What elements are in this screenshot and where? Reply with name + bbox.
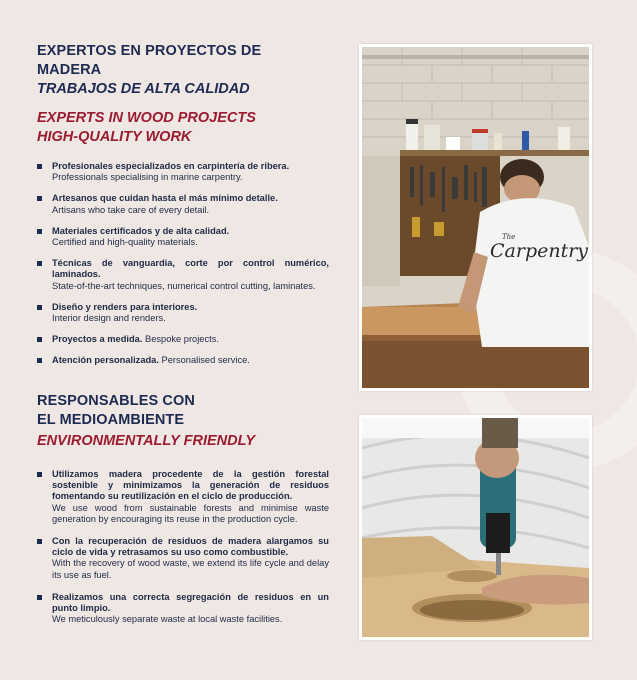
title-en: EXPERTS IN WOOD PROJECTS [37, 110, 256, 126]
shirt-small-text: The [502, 233, 516, 241]
photo-drilling-board [359, 415, 592, 640]
env-title-line2: EL MEDIOAMBIENTE [37, 412, 185, 428]
env-title-line1: RESPONSABLES CON [37, 393, 195, 409]
list-item: Atención personalizada. Personalised service. [37, 355, 329, 366]
shirt-logo-text: Carpentry [490, 240, 589, 262]
env-title-en: ENVIRONMENTALLY FRIENDLY [37, 433, 256, 449]
list-item: Utilizamos madera procedente de la gestión forestal sostenible y minimizamos la generación de residuos fomentando su reutilización en el ciclo de producción. We use wood from sustainable forests and minimise waste generation by encouraging its reuse in the production cycle. [37, 469, 329, 525]
photo-carpenter-workshop [359, 44, 592, 391]
list-item: Diseño y renders para interiores. Interior design and renders. [37, 302, 329, 324]
subtitle-es: TRABAJOS DE ALTA CALIDAD [37, 81, 250, 97]
subtitle-en: HIGH-QUALITY WORK [37, 129, 192, 145]
list-item: Profesionales especializados en carpintería de ribera. Professionals specialising in marine carpentry. [37, 161, 329, 183]
section-environment [37, 392, 329, 636]
title-es: EXPERTOS EN PROYECTOS DE MADERA [37, 43, 262, 78]
list-item: Proyectos a medida. Bespoke projects. [37, 334, 329, 345]
section-wood-projects [37, 42, 329, 377]
list-item: Con la recuperación de residuos de madera alargamos su ciclo de vida y retrasamos su uso como combustible. With the recovery of wood waste, we extend its life cycle and delay its use as fuel. [37, 536, 329, 581]
list-item: Artesanos que cuidan hasta el más mínimo detalle. Artisans who take care of every detail. [37, 193, 329, 215]
environment-list [37, 469, 329, 625]
features-list [37, 161, 329, 367]
list-item: Técnicas de vanguardia, corte por control numérico, laminados. State-of-the-art techniques, numerical control cutting, laminates. [37, 258, 329, 292]
list-item: Materiales certificados y de alta calidad. Certified and high-quality materials. [37, 226, 329, 248]
list-item: Realizamos una correcta segregación de residuos en un punto limpio. We meticulously separate waste at local waste facilities. [37, 592, 329, 626]
